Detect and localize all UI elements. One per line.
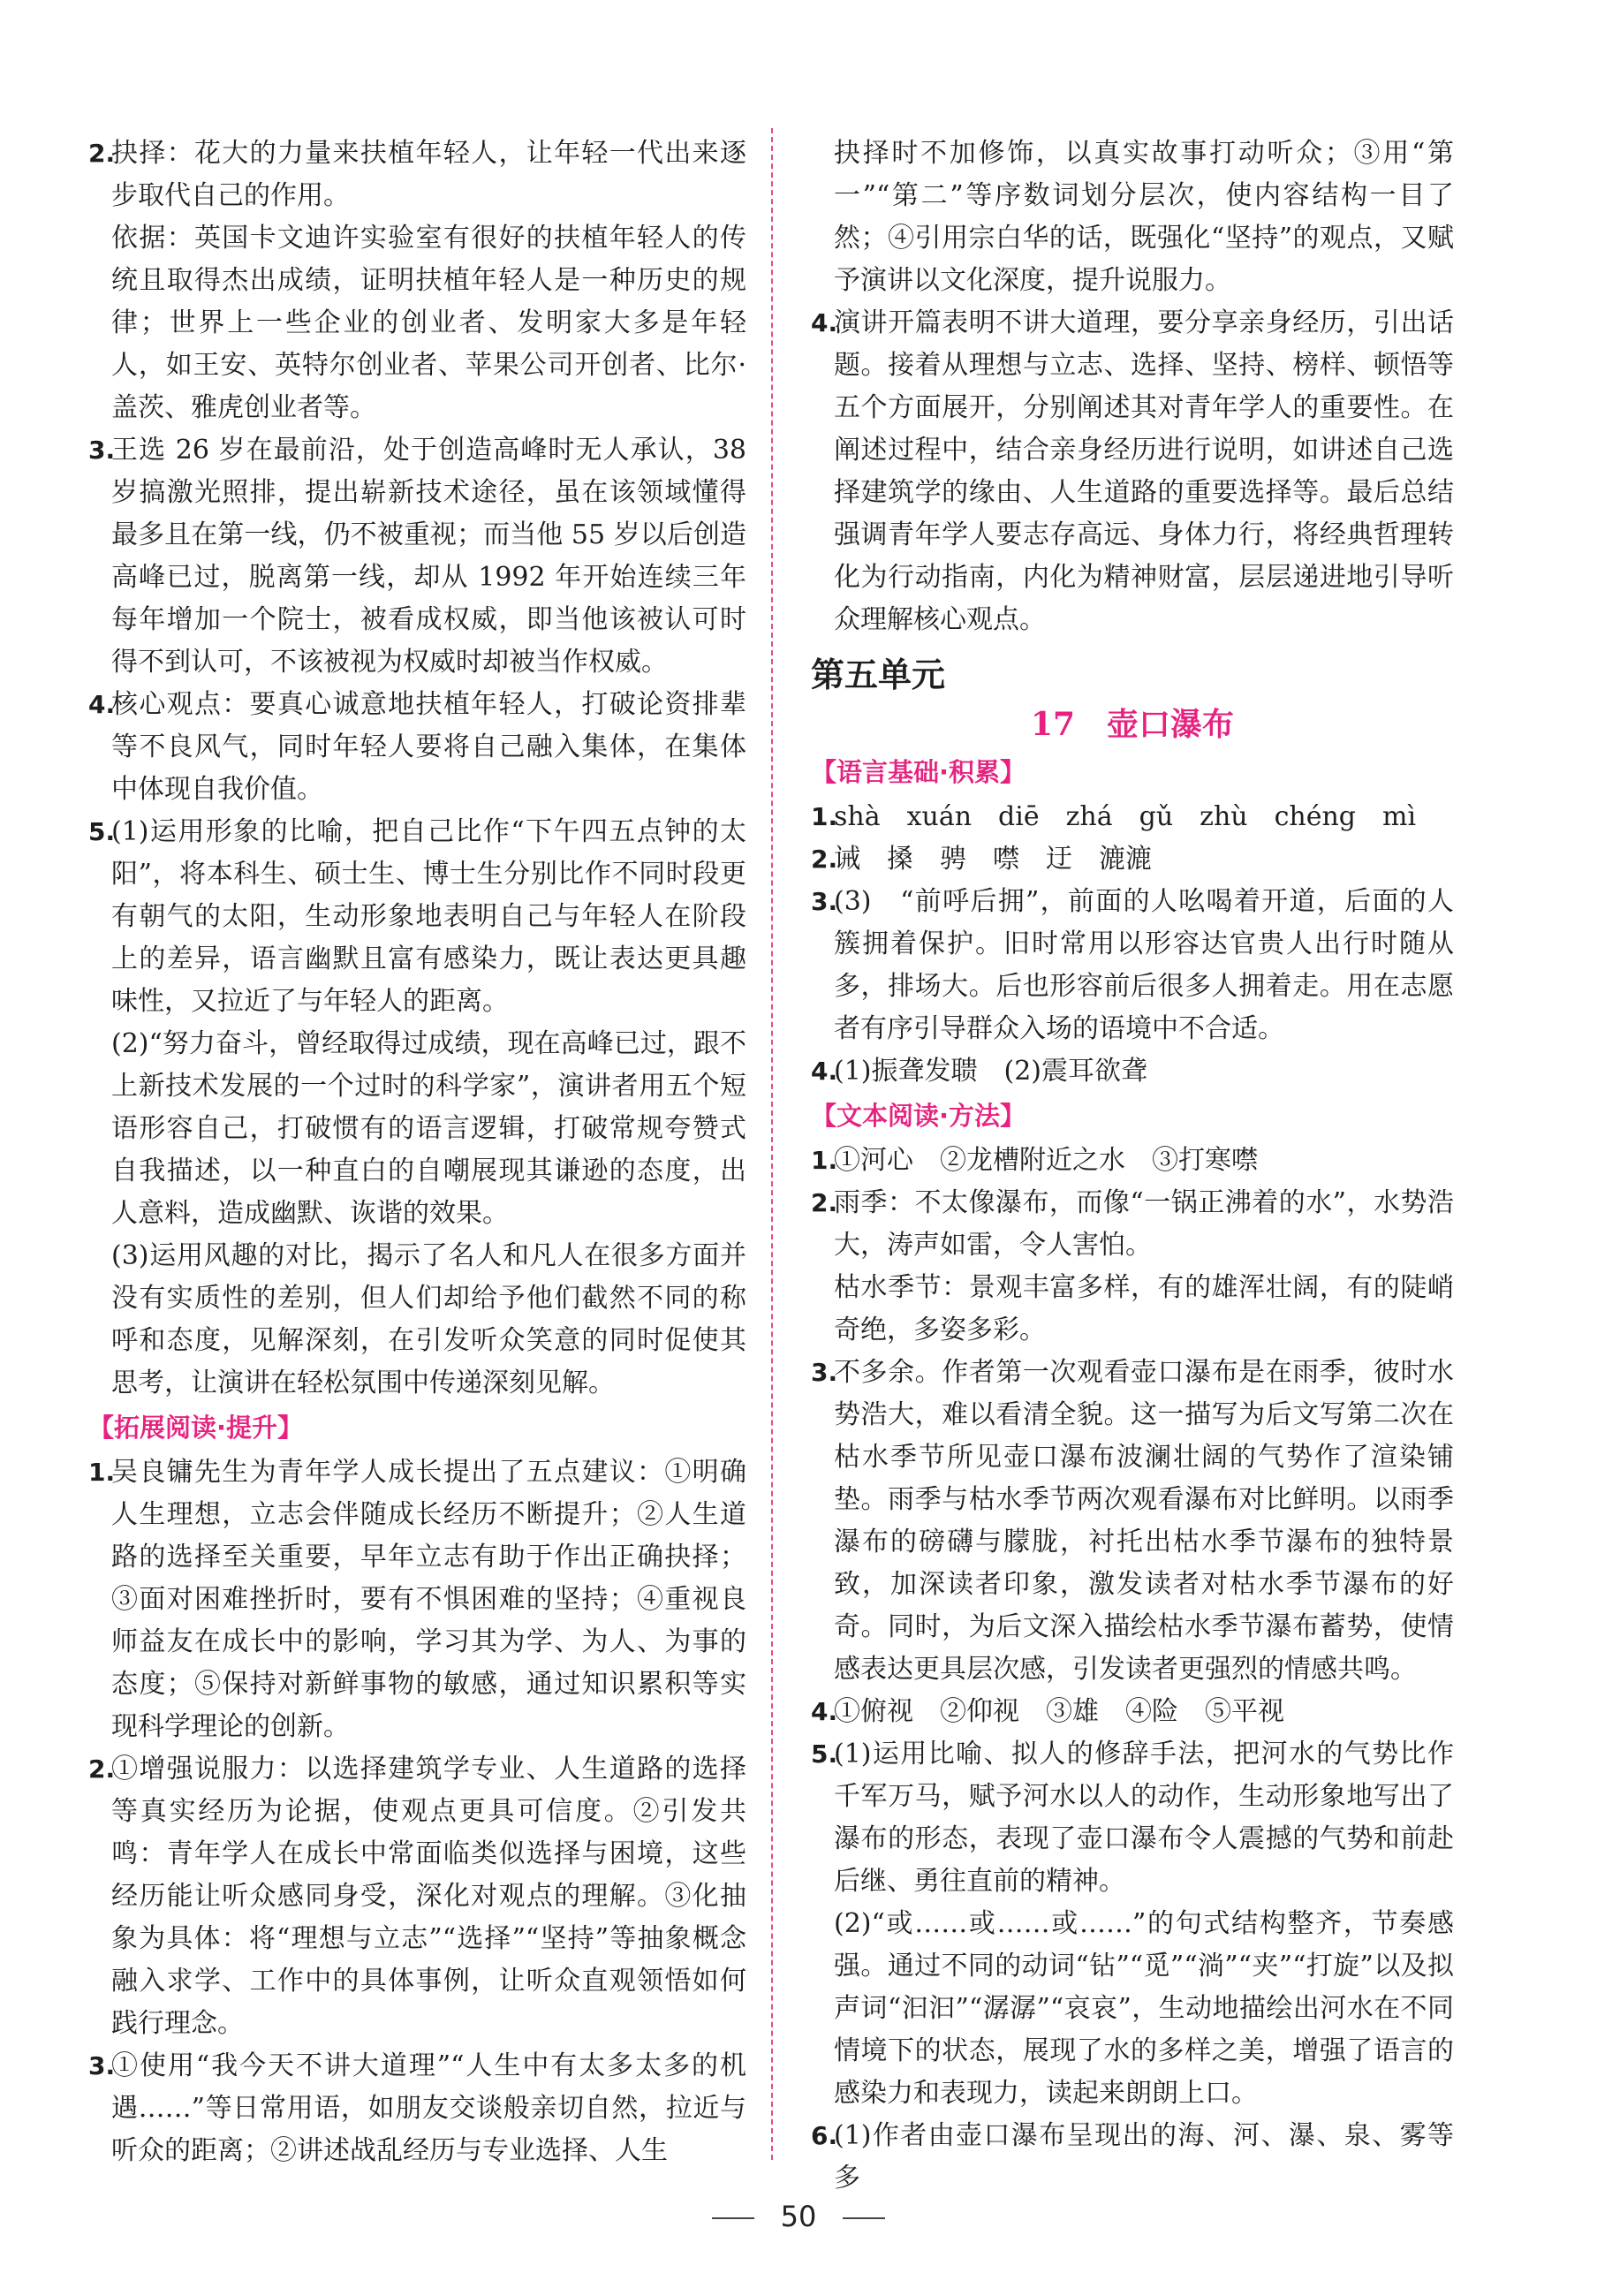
item-text: (1)作者由壶口瀑布呈现出的海、河、瀑、泉、雾等多 xyxy=(834,2120,1454,2194)
left-column xyxy=(88,133,746,2172)
answer-item xyxy=(811,838,1454,881)
item-text: 诫 搡 骋 噤 迂 漉漉 xyxy=(834,844,1152,875)
item-text: (3) “前呼后拥”，前面的人吆喝着开道，后面的人簇拥着保护。旧时常用以形容达官贵人出行时随从多，排场大。后也形容前后很多人拥着走。用在志愿者有序引导群众入场的语境中不合适。 xyxy=(834,886,1454,1044)
answer-item xyxy=(88,811,746,1023)
answer-item xyxy=(811,1050,1454,1093)
item-text: 雨季：不太像瀑布，而像“一锅正沸着的水”，水势浩大，涛声如雷，令人害怕。 xyxy=(834,1187,1454,1261)
answer-item xyxy=(811,881,1454,1050)
item-number: 3. xyxy=(88,436,116,465)
item-number: 3. xyxy=(811,887,838,916)
item-number: 2. xyxy=(811,845,838,874)
item-text: ①增强说服力：以选择建筑学专业、人生道路的选择等真实经历为论据，使观点更具可信度。②引发共鸣：青年学人在成长中常面临类似选择与困境，这些经历能让听众感同身受，深化对观点的理解。③化抽象为具体：将“理想与立志”“选择”“坚持”等抽象概念融入求学、工作中的具体事例，让听众直观领悟如何践行理念。 xyxy=(111,1754,746,2039)
answer-paragraph: (3)运用风趣的对比，揭示了名人和凡人在很多方面并没有实质性的差别，但人们却给予他们截然不同的称呼和态度，见解深刻，在引发听众笑意的同时促使其思考，让演讲在轻松氛围中传递深刻见解。 xyxy=(111,1240,746,1398)
column-divider xyxy=(771,128,773,2160)
unit-title: 第五单元 xyxy=(811,655,946,694)
answer-paragraph: 依据：英国卡文迪许实验室有很好的扶植年轻人的传统且取得杰出成绩，证明扶植年轻人是一种历史的规律；世界上一些企业的创业者、发明家大多是年轻人，如王安、英特尔创业者、苹果公司开创者、比尔·盖茨、雅虎创业者等。 xyxy=(111,223,746,423)
item-text: shà xuán diē zhá gǔ zhù chéng mì xyxy=(834,801,1417,832)
item-text: 不多余。作者第一次观看壶口瀑布是在雨季，彼时水势浩大，难以看清全貌。这一描写为后文写第二次在枯水季节所见壶口瀑布波澜壮阔的气势作了渲染铺垫。雨季与枯水季节两次观看瀑布对比鲜明。以雨季瀑布的磅礴与朦胧，衬托出枯水季节瀑布的独特景致，加深读者印象，激发读者对枯水季节瀑布的好奇。同时，为后文深入描绘枯水季节瀑布蓄势，使情感表达更具层次感，引发读者更强烈的情感共鸣。 xyxy=(834,1357,1454,1685)
answer-item xyxy=(811,302,1454,641)
item-text: 吴良镛先生为青年学人成长提出了五点建议：①明确人生理想，立志会伴随成长经历不断提升；②人生道路的选择至关重要，早年立志有助于作出正确抉择；③面对困难挫折时，要有不惧困难的坚持；④重视良师益友在成长中的影响，学习其为学、为人、为事的态度；⑤保持对新鲜事物的敏感，通过知识累积等实现科学理论的创新。 xyxy=(111,1457,746,1742)
item-number: 4. xyxy=(811,1057,838,1086)
answer-paragraph: (2)“努力奋斗，曾经取得过成绩，现在高峰已过，跟不上新技术发展的一个过时的科学家”，演讲者用五个短语形容自己，打破惯有的语言逻辑，打破常规夸赞式自我描述，以一种直白的自嘲展现其谦逊的态度，出人意料，造成幽默、诙谐的效果。 xyxy=(111,1028,746,1229)
section-heading xyxy=(811,1095,1454,1138)
section-heading xyxy=(88,1406,746,1450)
answer-item xyxy=(811,796,1454,838)
answer-item xyxy=(88,429,746,684)
right-column xyxy=(811,133,1454,2200)
item-number: 2. xyxy=(811,1188,838,1217)
item-number: 5. xyxy=(88,817,116,846)
answer-item xyxy=(88,1748,746,2045)
item-number: 6. xyxy=(811,2121,838,2150)
item-text: ①俯视 ②仰视 ③雄 ④险 ⑤平视 xyxy=(834,1696,1284,1727)
item-number: 3. xyxy=(811,1358,838,1387)
item-text: (1)运用形象的比喻，把自己比作“下午四五点钟的太阳”，将本科生、硕士生、博士生分别比作不同时段更有朝气的太阳，生动形象地表明自己与年轻人在阶段上的差异，语言幽默且富有感染力，既让表达更具趣味性，又拉近了与年轻人的距离。 xyxy=(111,816,746,1017)
item-number: 2. xyxy=(88,139,116,168)
item-number: 5. xyxy=(811,1739,838,1769)
answer-paragraph: 枯水季节：景观丰富多样，有的雄浑壮阔，有的陡峭奇绝，多姿多彩。 xyxy=(834,1272,1454,1345)
answer-item xyxy=(811,1691,1454,1733)
item-text: 王选 26 岁在最前沿，处于创造高峰时无人承认，38 岁搞激光照排，提出崭新技术途径，虽在该领域懂得最多且在第一线，仍不被重视；而当他 55 岁以后创造高峰已过，脱离第一线，却从 1992 年开始连续三年每年增加一个院士，被看成权威，即当他该被认可时得不到认可，不该被视为权威时却被当作权威。 xyxy=(111,435,746,678)
footer-dash-right xyxy=(843,2217,885,2219)
answer-paragraph: 抉择时不加修饰，以真实故事打动听众；③用“第一”“第二”等序数词划分层次，使内容结构一目了然；④引用宗白华的话，既强化“坚持”的观点，又赋予演讲以文化深度，提升说服力。 xyxy=(834,138,1454,296)
answer-paragraph: (2)“或……或……或……”的句式结构整齐，节奏感强。通过不同的动词“钻”“觅”“淌”“夹”“打旋”以及拟声词“汩汩”“潺潺”“哀哀”，生动地描绘出河水在不同情境下的状态，展现了水的多样之美，增强了语言的感染力和表现力，读起来朗朗上口。 xyxy=(834,1908,1454,2109)
item-text: 核心观点：要真心诚意地扶植年轻人，打破论资排辈等不良风气，同时年轻人要将自己融入集体，在集体中体现自我价值。 xyxy=(111,689,746,805)
item-number: 1. xyxy=(811,802,838,831)
section-heading-label: 【文本阅读·方法】 xyxy=(811,1101,1026,1131)
item-number: 4. xyxy=(88,690,116,719)
answer-item xyxy=(88,2045,746,2172)
item-text: (1)运用比喻、拟人的修辞手法，把河水的气势比作千军万马，赋予河水以人的动作，生动形象地写出了瀑布的形态，表现了壶口瀑布令人震撼的气势和前赴后继、勇往直前的精神。 xyxy=(834,1739,1454,1897)
answer-item xyxy=(811,2115,1454,2200)
section-heading-label: 【拓展阅读·提升】 xyxy=(88,1413,304,1443)
answer-item xyxy=(811,1352,1454,1691)
lesson-title: 17 壶口瀑布 xyxy=(1030,706,1235,743)
item-number: 4. xyxy=(811,308,838,337)
footer-dash-left xyxy=(712,2217,754,2219)
item-text: 演讲开篇表明不讲大道理，要分享亲身经历，引出话题。接着从理想与立志、选择、坚持、榜样、顿悟等五个方面展开，分别阐述其对青年学人的重要性。在阐述过程中，结合亲身经历进行说明，如讲述自己选择建筑学的缘由、人生道路的重要选择等。最后总结强调青年学人要志存高远、身体力行，将经典哲理转化为行动指南，内化为精神财富，层层递进地引导听众理解核心观点。 xyxy=(834,307,1454,635)
answer-item xyxy=(811,1182,1454,1267)
item-text: 抉择：花大的力量来扶植年轻人，让年轻一代出来逐步取代自己的作用。 xyxy=(111,138,746,211)
page-footer xyxy=(0,2200,1597,2233)
answer-item xyxy=(88,684,746,811)
section-heading xyxy=(811,751,1454,794)
answer-item xyxy=(811,1733,1454,1903)
answer-item xyxy=(88,1451,746,1748)
item-text: ①使用“我今天不讲大道理”“人生中有太多太多的机遇……”等日常用语，如朋友交谈般亲切自然，拉近与听众的距离；②讲述战乱经历与专业选择、人生 xyxy=(111,2050,746,2166)
item-text: (1)振聋发聩 (2)震耳欲聋 xyxy=(834,1056,1147,1087)
item-number: 1. xyxy=(88,1458,116,1487)
answer-item xyxy=(811,1140,1454,1182)
item-number: 1. xyxy=(811,1146,838,1175)
answer-item xyxy=(88,133,746,217)
item-number: 2. xyxy=(88,1754,116,1784)
page-number: 50 xyxy=(780,2200,817,2233)
section-heading-label: 【语言基础·积累】 xyxy=(811,757,1026,787)
item-number: 4. xyxy=(811,1697,838,1726)
item-number: 3. xyxy=(88,2051,116,2080)
item-text: ①河心 ②龙槽附近之水 ③打寒噤 xyxy=(834,1145,1258,1176)
